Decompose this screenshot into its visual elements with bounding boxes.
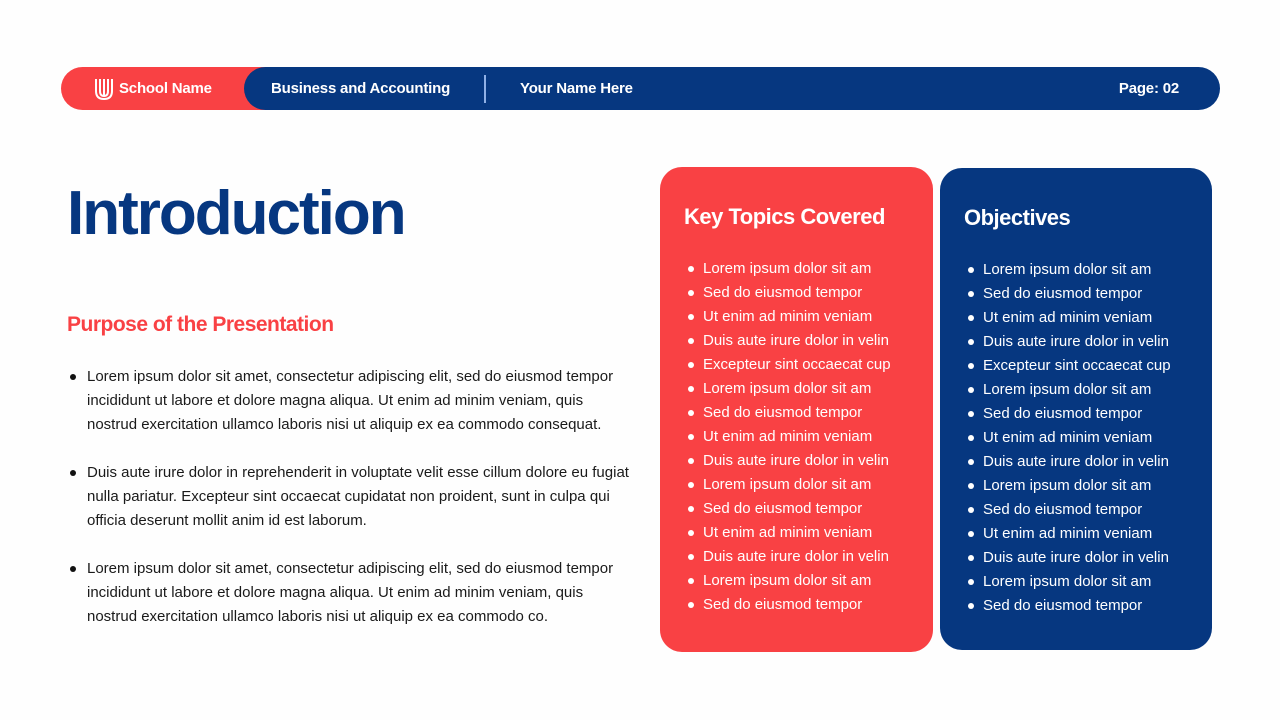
list-item: Sed do eiusmod tempor <box>964 594 1188 618</box>
page-number: Page: 02 <box>1118 80 1179 97</box>
list-item: Excepteur sint occaecat cup <box>684 353 909 377</box>
list-item: Lorem ipsum dolor sit am <box>964 570 1188 594</box>
list-item: Duis aute irure dolor in velin <box>684 545 909 569</box>
list-item: Sed do eiusmod tempor <box>684 281 909 305</box>
list-item: Sed do eiusmod tempor <box>684 593 909 617</box>
list-item: Lorem ipsum dolor sit am <box>684 257 909 281</box>
key-topics-list <box>684 257 909 617</box>
school-badge <box>61 67 271 110</box>
list-item: Lorem ipsum dolor sit am <box>964 474 1188 498</box>
header-info <box>244 67 1220 110</box>
purpose-paragraph: Lorem ipsum dolor sit amet, consectetur adipiscing elit, sed do eiusmod tempor incididunt ut labore et dolore magna aliqua. Ut enim ad minim veniam, quis nostrud exercitation ullamco laboris nisi ut aliquip ex ea commodo consequat. <box>67 365 637 437</box>
list-item: Ut enim ad minim veniam <box>684 521 909 545</box>
list-item: Ut enim ad minim veniam <box>684 305 909 329</box>
header-bar <box>61 67 1220 110</box>
list-item: Duis aute irure dolor in velin <box>964 546 1188 570</box>
list-item: Duis aute irure dolor in velin <box>684 449 909 473</box>
purpose-paragraph: Duis aute irure dolor in reprehenderit in voluptate velit esse cillum dolore eu fugiat nulla pariatur. Excepteur sint occaecat cupidatat non proident, sunt in culpa qui officia deserunt mollit anim id est laborum. <box>67 461 637 533</box>
list-item: Lorem ipsum dolor sit am <box>684 377 909 401</box>
list-item: Sed do eiusmod tempor <box>684 497 909 521</box>
key-topics-title: Key Topics Covered <box>684 204 885 229</box>
list-item: Lorem ipsum dolor sit am <box>684 473 909 497</box>
page-title: Introduction <box>67 179 405 248</box>
list-item: Duis aute irure dolor in velin <box>684 329 909 353</box>
course-name: Business and Accounting <box>271 80 451 97</box>
author-name: Your Name Here <box>520 80 633 97</box>
list-item: Lorem ipsum dolor sit am <box>964 378 1188 402</box>
list-item: Ut enim ad minim veniam <box>964 306 1188 330</box>
list-item: Sed do eiusmod tempor <box>964 498 1188 522</box>
purpose-list <box>67 365 637 653</box>
list-item: Sed do eiusmod tempor <box>964 282 1188 306</box>
header-divider <box>484 75 486 103</box>
objectives-title: Objectives <box>964 205 1071 230</box>
list-item: Sed do eiusmod tempor <box>964 402 1188 426</box>
key-topics-card <box>660 167 933 652</box>
list-item: Excepteur sint occaecat cup <box>964 354 1188 378</box>
list-item: Ut enim ad minim veniam <box>964 522 1188 546</box>
university-shield-icon <box>94 77 114 101</box>
objectives-card <box>940 168 1212 650</box>
list-item: Ut enim ad minim veniam <box>684 425 909 449</box>
list-item: Ut enim ad minim veniam <box>964 426 1188 450</box>
list-item: Lorem ipsum dolor sit am <box>684 569 909 593</box>
list-item: Duis aute irure dolor in velin <box>964 450 1188 474</box>
list-item: Sed do eiusmod tempor <box>684 401 909 425</box>
list-item: Lorem ipsum dolor sit am <box>964 258 1188 282</box>
purpose-paragraph: Lorem ipsum dolor sit amet, consectetur adipiscing elit, sed do eiusmod tempor incididunt ut labore et dolore magna aliqua. Ut enim ad minim veniam, quis nostrud exercitation ullamco laboris nisi ut aliquip ex ea commodo co. <box>67 557 637 629</box>
objectives-list <box>964 258 1188 618</box>
section-subtitle: Purpose of the Presentation <box>67 313 334 336</box>
list-item: Duis aute irure dolor in velin <box>964 330 1188 354</box>
school-name: School Name <box>119 80 212 97</box>
